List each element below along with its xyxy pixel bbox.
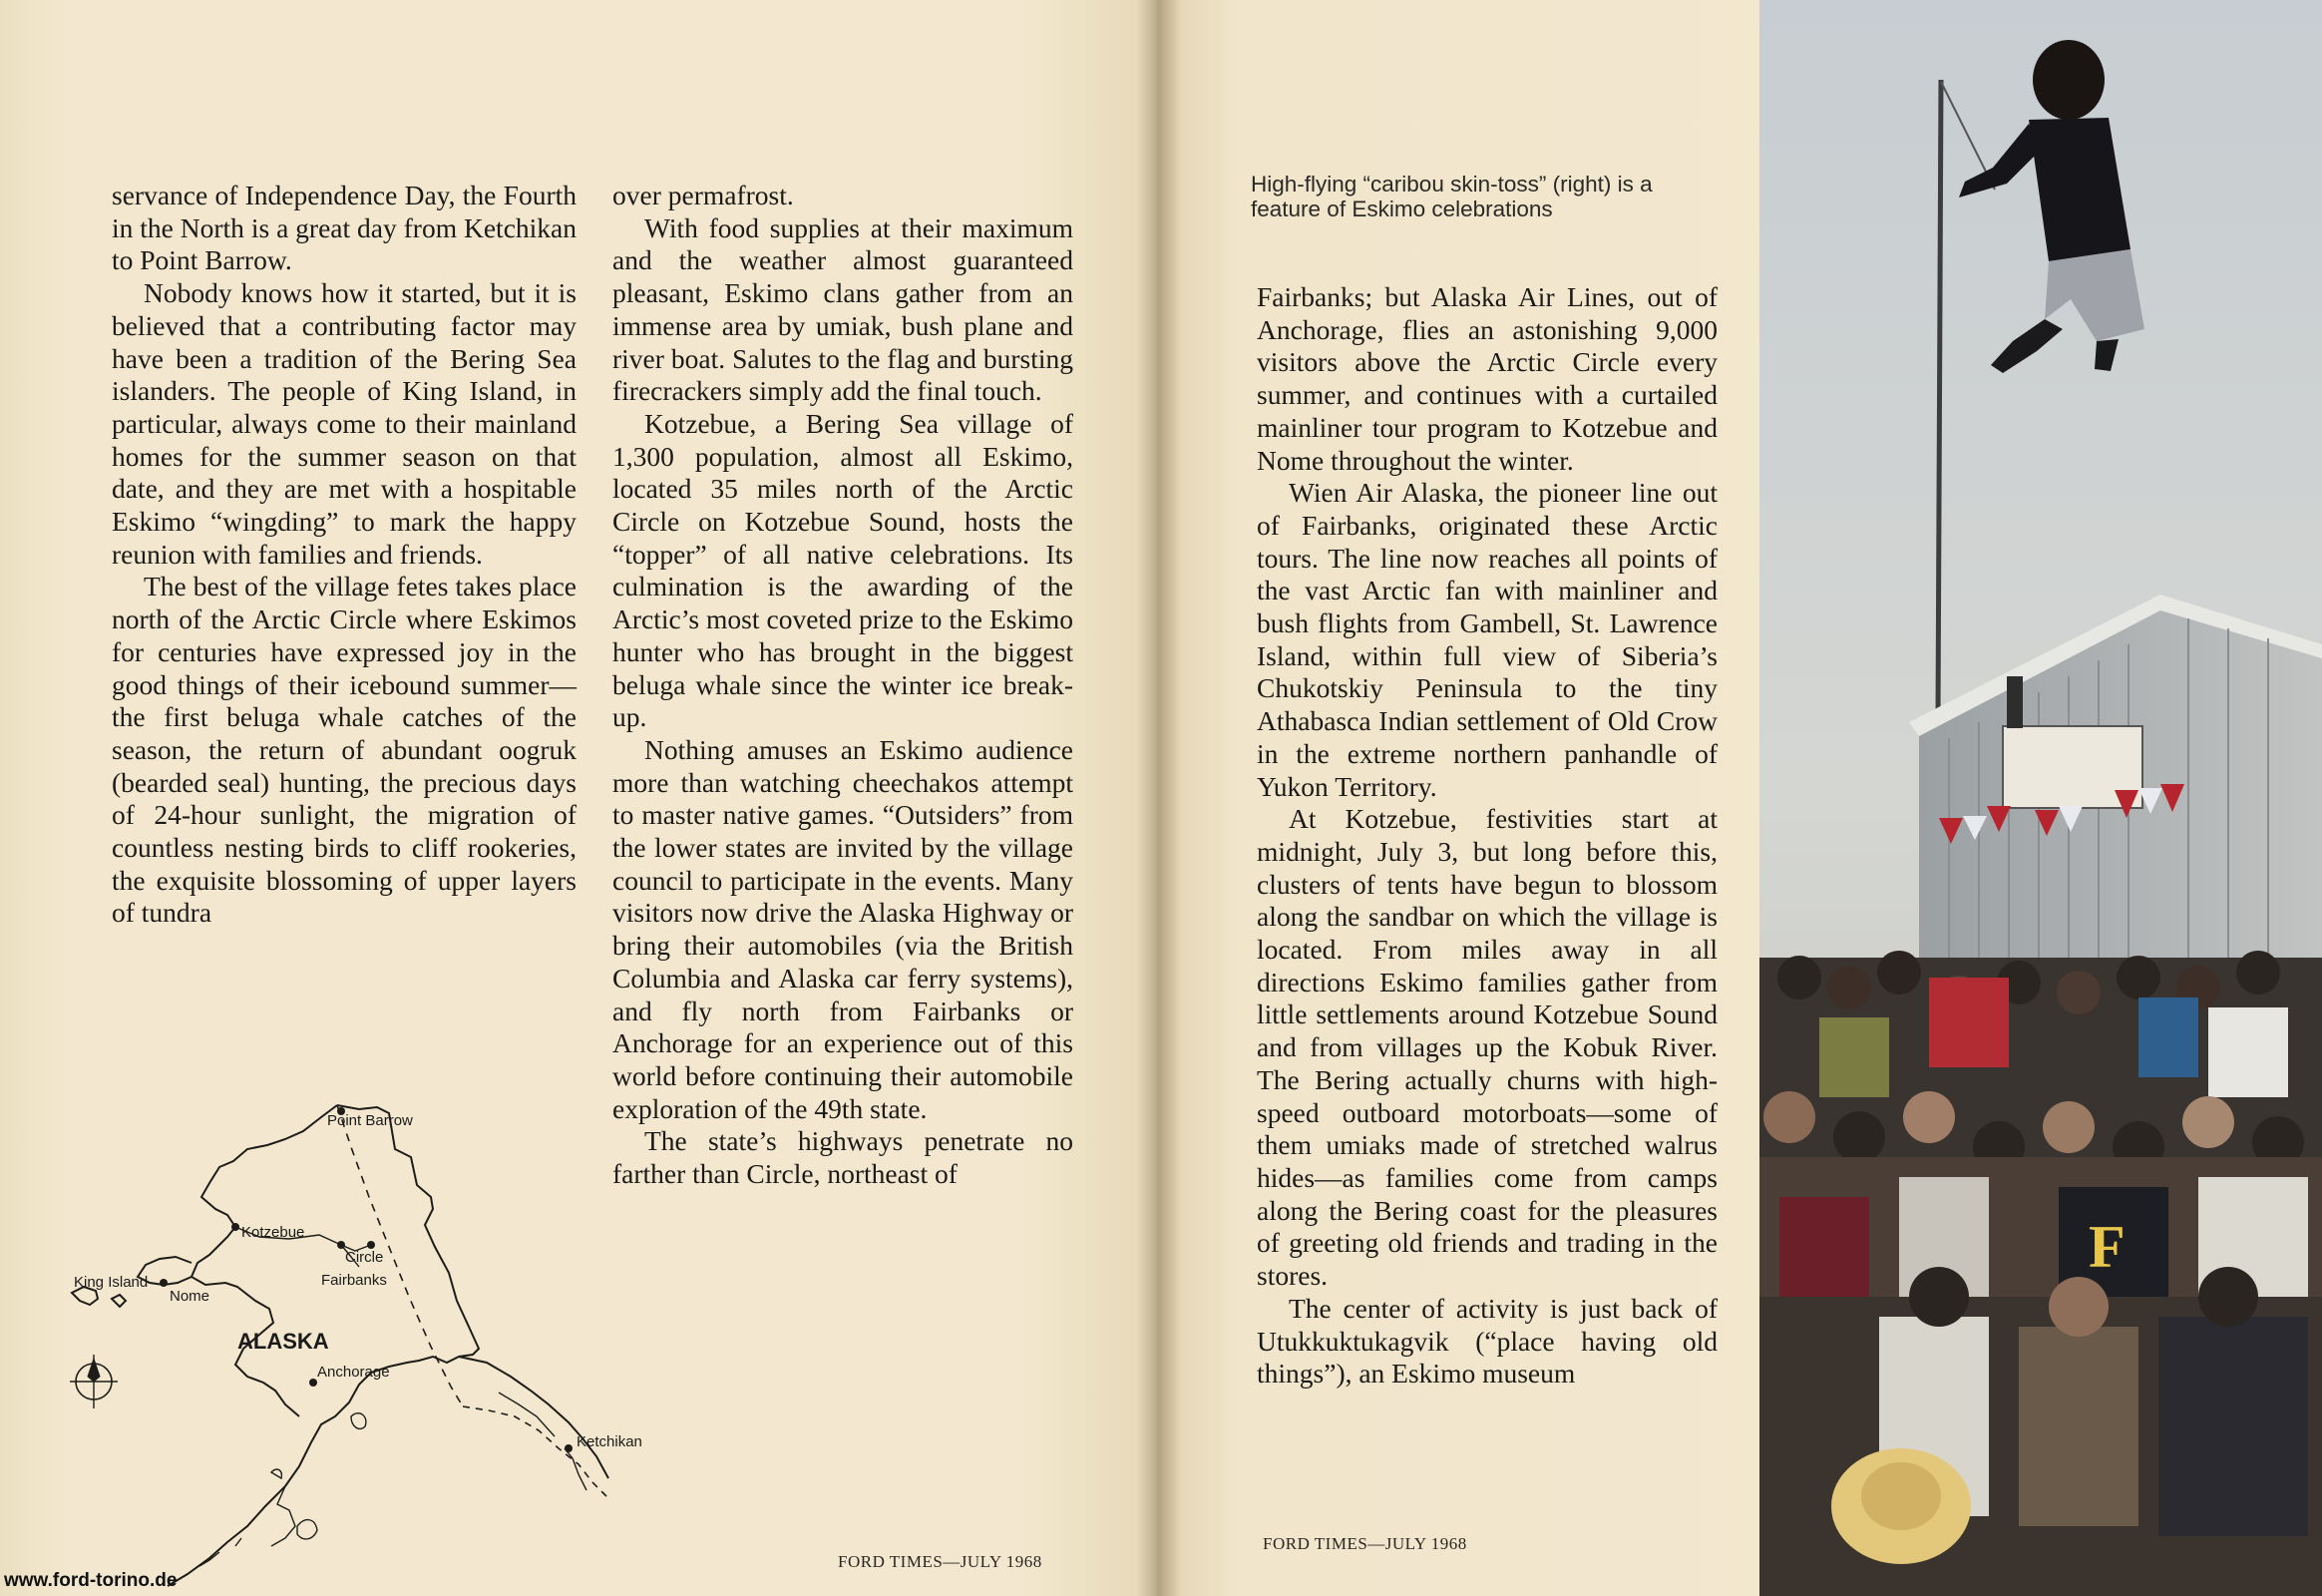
map-label-point: Point Barrow bbox=[327, 1112, 413, 1129]
paragraph: The best of the village fetes takes place north of the Arctic Circle where Eskimos for centuries have expressed joy in the good things of their icebound summer—the first beluga whale catches of the season, the return of abundant oogruk (bearded seal) hunting, the precious days of 24-hour sunlight, the migration of countless nesting birds to cliff rookeries, the exquisite blossoming of upper layers of tundra bbox=[112, 571, 577, 929]
page-footer: FORD TIMES—JULY 1968 bbox=[1263, 1534, 1467, 1553]
paragraph: At Kotzebue, festivities start at midnight, July 3, but long before this, clusters of tents have begun to blossom along the sandbar on which the village is located. From miles away in all directions Eskimo families gather from little settlements around Kotzebue Sound and from villages up the Kobuk River. The Bering actually churns with high-speed outboard motorboats—some of them umiaks made of stretched walrus hides—as families come from camps along the Bering coast for the pleasures of greeting old friends and trading in the stores. bbox=[1257, 803, 1718, 1292]
map-label-alaska: ALASKA bbox=[237, 1329, 329, 1354]
book-gutter bbox=[1137, 0, 1181, 1596]
page-footer: FORD TIMES—JULY 1968 bbox=[838, 1552, 1042, 1571]
jacket-letter: F bbox=[2089, 1214, 2126, 1280]
left-page bbox=[0, 0, 1157, 1596]
map-dot bbox=[231, 1223, 239, 1231]
map-label-nome: Nome bbox=[170, 1288, 210, 1305]
skin-toss-photo bbox=[1759, 0, 2322, 1596]
text-column-3 bbox=[1257, 281, 1718, 1391]
map-dot bbox=[367, 1241, 375, 1249]
map-dot bbox=[565, 1444, 573, 1452]
map-label-anchorage: Anchorage bbox=[317, 1364, 390, 1381]
map-label-king-island: King Island bbox=[74, 1274, 149, 1291]
map-dot bbox=[160, 1279, 168, 1287]
map-dot bbox=[309, 1379, 317, 1387]
paragraph: Nobody knows how it started, but it is believed that a contributing factor may have been a tradition of the Bering Sea islanders. The people of King Island, in particular, always come to their mainland homes for the summer season on that date, and they are met with a hospitable Eskimo “wingding” to mark the happy reunion with families and friends. bbox=[112, 277, 577, 570]
paragraph: over permafrost. bbox=[612, 180, 794, 210]
paragraph: Fairbanks; but Alaska Air Lines, out of Anchorage, flies an astonishing 9,000 visitors above the Arctic Circle every summer, and continues with a curtailed mainliner tour program to Kotzebue and Nome throughout the winter. bbox=[1257, 281, 1718, 476]
paragraph: With food supplies at their maximum and the weather almost guaranteed pleasant, Eskimo clans gather from an immense area by umiak, bush plane and river boat. Salutes to the flag and bursting firecrackers simply add the final touch. bbox=[612, 211, 1073, 407]
text-column-1 bbox=[112, 180, 577, 930]
paragraph: The state’s highways penetrate no farther than Circle, northeast of bbox=[612, 1125, 1073, 1190]
paragraph: The center of activity is just back of Utukkuktukagvik (“place having old things”), an Eskimo museum bbox=[1257, 1292, 1718, 1390]
map-dot bbox=[337, 1241, 345, 1249]
right-page bbox=[1157, 0, 2322, 1596]
text-column-2 bbox=[612, 180, 1073, 1191]
map-label-fairbanks: Fairbanks bbox=[321, 1272, 387, 1289]
paragraph: servance of Independence Day, the Fourth in the North is a great day from Ketchikan to Point Barrow. bbox=[112, 180, 577, 276]
map-label-circle: Circle bbox=[345, 1249, 384, 1266]
paragraph: Kotzebue, a Bering Sea village of 1,300 population, almost all Eskimo, located 35 miles north of the Arctic Circle on Kotzebue Sound, hosts the “topper” of all native celebrations. Its culmination is the awarding of the Arctic’s most coveted prize to the Eskimo hunter who has brought in the biggest beluga whale since the winter ice break-up. bbox=[612, 407, 1073, 733]
paragraph: Wien Air Alaska, the pioneer line out of Fairbanks, originated these Arctic tours. The line now reaches all points of the vast Arctic fan with mainliner and bush flights from Gambell, St. Lawrence Island, within full view of Siberia’s Chukotskiy Peninsula to the tiny Athabasca Indian settlement of Old Crow in the extreme northern panhandle of Yukon Territory. bbox=[1257, 477, 1718, 802]
map-label-ketchikan: Ketchikan bbox=[577, 1433, 642, 1450]
map-label-kotzebue: Kotzebue bbox=[241, 1224, 305, 1241]
watermark: www.ford-torino.de bbox=[4, 1570, 178, 1591]
photo-caption: High-flying “caribou skin-toss” (right) is a feature of Eskimo celebrations bbox=[1251, 172, 1653, 221]
paragraph: Nothing amuses an Eskimo audience more than watching cheechakos attempt to master native games. “Outsiders” from the lower states are invited by the village council to participate in the events. Many visitors now drive the Alaska Highway or bring their automobiles (via the British Columbia and Alaska car ferry systems), and fly north from Fairbanks or Anchorage for an experience out of this world before continuing their automobile exploration of the 49th state. bbox=[612, 733, 1073, 1124]
alaska-map bbox=[60, 1087, 878, 1596]
